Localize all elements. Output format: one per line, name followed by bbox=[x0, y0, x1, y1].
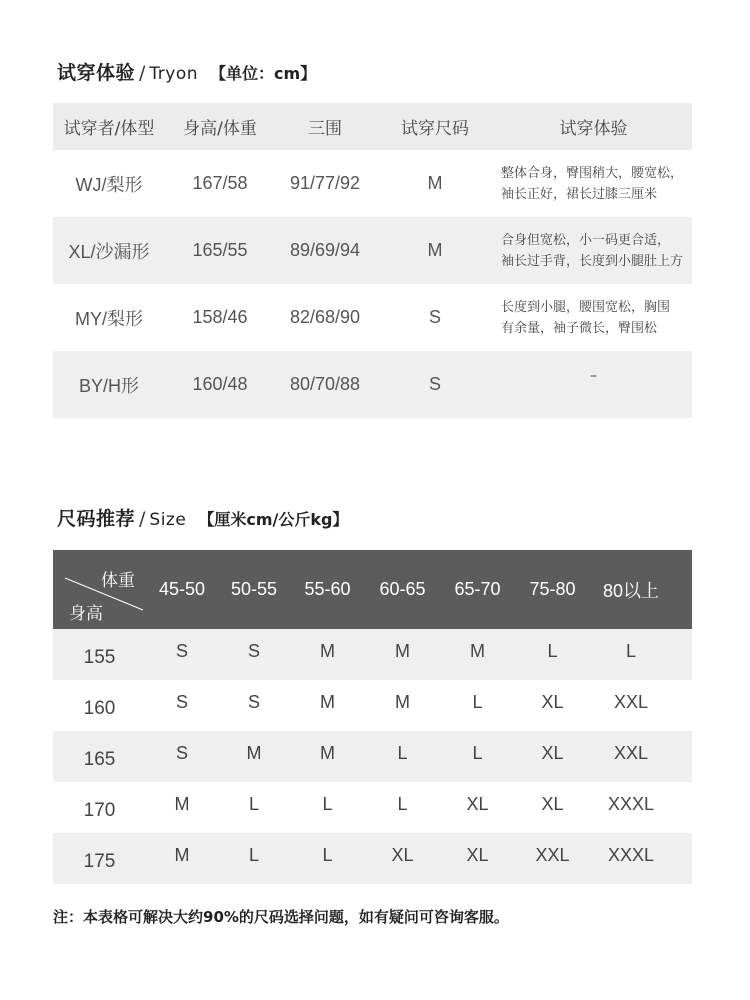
tried-size-cell: S bbox=[428, 307, 441, 327]
size-cell: S bbox=[175, 743, 188, 763]
tried-size-cell: M bbox=[427, 173, 443, 193]
table-row bbox=[53, 284, 692, 351]
tryon-header-row bbox=[53, 103, 692, 150]
corner-weight-label: 体重 bbox=[101, 571, 135, 591]
weight-range-header: 50-55 bbox=[230, 579, 278, 599]
size-cell: M bbox=[395, 692, 410, 712]
table-row bbox=[53, 217, 692, 284]
size-cell: M bbox=[320, 743, 335, 763]
tryon-unit-label: 【单位：cm】 bbox=[210, 64, 317, 83]
weight-range-header: 60-65 bbox=[379, 579, 426, 599]
measurements-cell: 82/68/90 bbox=[289, 307, 361, 327]
height-cell: 165 bbox=[83, 748, 116, 770]
size-cell: L bbox=[625, 641, 636, 661]
size-cell: L bbox=[322, 794, 333, 814]
size-cell: M bbox=[470, 641, 485, 661]
table-row bbox=[53, 680, 692, 731]
weight-range-header: 55-60 bbox=[304, 579, 351, 599]
tryon-header-height-weight: 身高/体重 bbox=[183, 119, 257, 139]
tryon-header-measurements: 三围 bbox=[308, 119, 342, 139]
tester-cell: MY/梨形 bbox=[74, 308, 143, 329]
size-cell: M bbox=[174, 845, 190, 865]
tryon-section-title bbox=[57, 58, 316, 85]
size-cell: XL bbox=[466, 794, 489, 814]
corner-height-label: 身高 bbox=[69, 604, 103, 624]
tried-size-cell: M bbox=[427, 240, 443, 260]
experience-cell bbox=[495, 230, 692, 272]
height-weight-cell: 167/58 bbox=[192, 173, 248, 193]
corner-header-cell bbox=[53, 550, 146, 629]
tryon-header-tester: 试穿者/体型 bbox=[63, 119, 155, 139]
size-cell: M bbox=[320, 641, 335, 661]
table-row bbox=[53, 731, 692, 782]
weight-range-header: 80以上 bbox=[602, 580, 660, 601]
height-weight-cell: 165/55 bbox=[192, 240, 248, 260]
size-cell: S bbox=[175, 641, 188, 661]
size-cell: XXXL bbox=[607, 794, 655, 814]
size-cell: L bbox=[547, 641, 558, 661]
experience-text: 长度到小腿，腰围宽松，胸围 有余量，袖子微长，臀围松 bbox=[501, 299, 671, 336]
size-cell: L bbox=[322, 845, 333, 865]
experience-cell bbox=[495, 297, 692, 339]
footnote-text: 注：本表格可解决大约90%的尺码选择问题，如有疑问可咨询客服。 bbox=[53, 908, 509, 926]
size-cell: XXL bbox=[535, 845, 570, 865]
experience-text: 合身但宽松，小一码更合适， 袖长过手背，长度到小腿肚上方 bbox=[501, 232, 684, 269]
weight-range-header: 45-50 bbox=[158, 579, 206, 599]
tester-cell: XL/沙漏形 bbox=[68, 241, 150, 262]
measurements-cell: 80/70/88 bbox=[289, 374, 361, 394]
size-section-title bbox=[57, 504, 348, 531]
tryon-title-cn: 试穿体验 bbox=[57, 62, 136, 84]
table-row bbox=[53, 351, 692, 418]
size-title-separator: / bbox=[139, 508, 146, 530]
table-row bbox=[53, 833, 692, 884]
size-cell: XXL bbox=[613, 743, 649, 763]
size-cell: XXL bbox=[613, 692, 649, 712]
measurements-cell: 91/77/92 bbox=[289, 173, 361, 193]
size-table bbox=[53, 550, 692, 884]
size-cell: L bbox=[472, 743, 483, 763]
table-row bbox=[53, 150, 692, 217]
tryon-header-experience: 试穿体验 bbox=[559, 119, 628, 139]
size-cell: S bbox=[247, 692, 260, 712]
experience-cell bbox=[495, 368, 692, 387]
size-cell: L bbox=[397, 794, 408, 814]
size-cell: L bbox=[248, 794, 259, 814]
size-cell: L bbox=[397, 743, 408, 763]
height-cell: 170 bbox=[83, 799, 116, 821]
table-row bbox=[53, 782, 692, 833]
size-cell: M bbox=[395, 641, 410, 661]
tryon-header-size: 试穿尺码 bbox=[401, 119, 469, 139]
size-cell: XXXL bbox=[607, 845, 655, 865]
tryon-title-separator: / bbox=[139, 62, 146, 84]
height-cell: 175 bbox=[83, 850, 116, 872]
size-cell: M bbox=[174, 794, 190, 814]
tryon-title-en: Tryon bbox=[149, 64, 199, 84]
size-cell: XL bbox=[541, 743, 564, 763]
size-header-row bbox=[53, 550, 692, 629]
experience-text: 整体合身，臀围稍大，腰宽松， 袖长正好，裙长过膝三厘米 bbox=[501, 165, 684, 202]
experience-text: – bbox=[590, 368, 597, 384]
tester-cell: WJ/梨形 bbox=[75, 174, 143, 195]
size-cell: L bbox=[472, 692, 483, 712]
size-cell: XL bbox=[541, 794, 564, 814]
size-cell: XL bbox=[466, 845, 489, 865]
size-cell: XL bbox=[391, 845, 414, 865]
tried-size-cell: S bbox=[428, 374, 441, 394]
size-cell: M bbox=[320, 692, 335, 712]
tester-cell: BY/H形 bbox=[78, 375, 139, 396]
height-weight-cell: 158/46 bbox=[192, 307, 248, 327]
size-cell: L bbox=[248, 845, 259, 865]
weight-range-header: 75-80 bbox=[529, 579, 576, 599]
table-row bbox=[53, 629, 692, 680]
tryon-table bbox=[53, 103, 692, 418]
size-cell: XL bbox=[541, 692, 564, 712]
size-unit-label: 【厘米cm/公斤kg】 bbox=[198, 510, 349, 529]
size-cell: S bbox=[175, 692, 188, 712]
size-title-cn: 尺码推荐 bbox=[57, 508, 136, 530]
height-cell: 155 bbox=[83, 646, 116, 668]
weight-range-header: 65-70 bbox=[454, 579, 501, 599]
measurements-cell: 89/69/94 bbox=[289, 240, 361, 260]
height-cell: 160 bbox=[83, 697, 116, 719]
experience-cell bbox=[495, 163, 692, 205]
height-weight-cell: 160/48 bbox=[192, 374, 248, 394]
size-title-en: Size bbox=[149, 510, 187, 530]
size-cell: S bbox=[247, 641, 260, 661]
size-cell: M bbox=[246, 743, 262, 763]
